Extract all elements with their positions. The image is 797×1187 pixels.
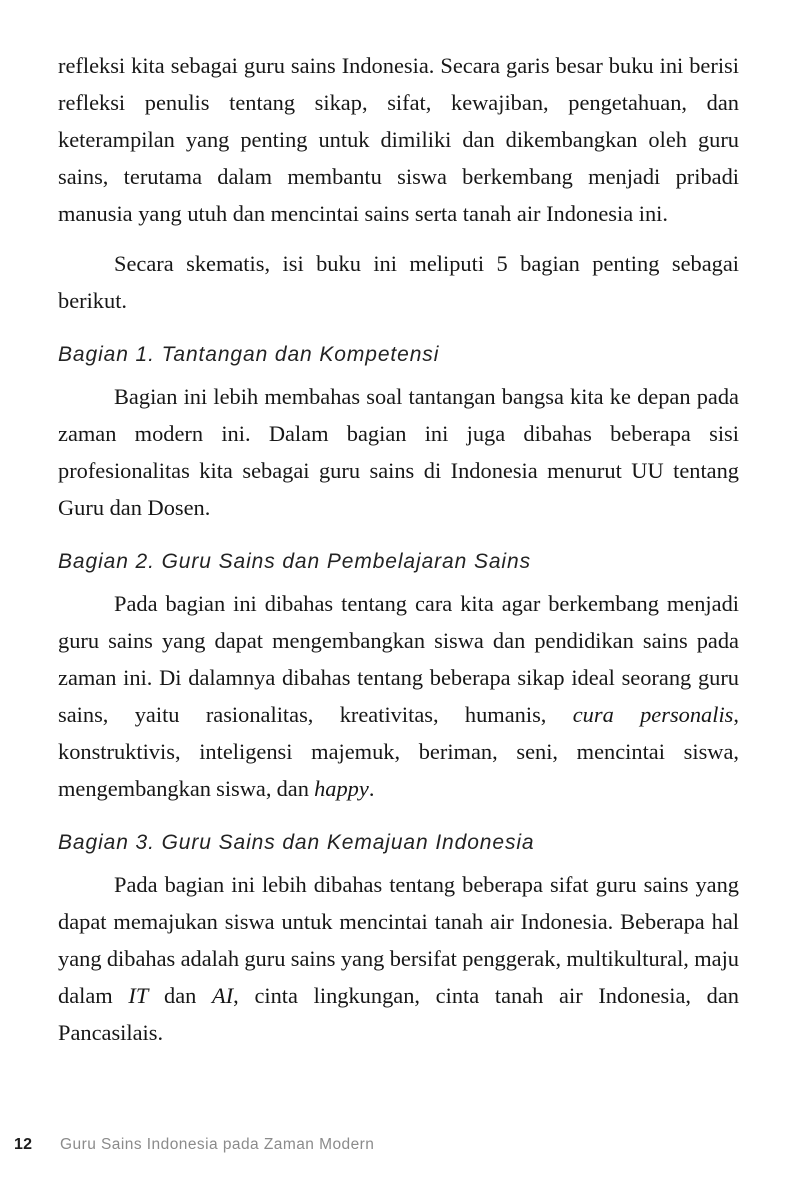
section-heading-bagian-3: Bagian 3. Guru Sains dan Kemajuan Indonesia — [58, 830, 535, 855]
italic-term-happy: happy — [314, 776, 369, 801]
section-paragraph-bagian-1: Bagian ini lebih membahas soal tantangan bangsa kita ke depan pada zaman modern ini. Dalam bagian ini juga dibahas beberapa sisi profesionalitas kita sebagai guru sains di Indonesia menurut UU tentang Guru dan Dosen. — [58, 384, 739, 520]
paragraph-text-run: Pada bagian ini lebih dibahas tentang beberapa sifat guru sains yang dapat memajukan siswa untuk mencintai tanah air Indonesia. Beberapa hal yang dibahas adalah guru sains yang bersifat penggerak, multikultural, maju dalam — [58, 872, 739, 1008]
after-heading-spacer — [58, 577, 739, 585]
heading-spacer — [58, 526, 739, 547]
paragraph-spacer — [58, 232, 739, 245]
text-column — [58, 47, 739, 1051]
running-title: Guru Sains Indonesia pada Zaman Modern — [60, 1136, 375, 1153]
italic-term-it: IT — [128, 983, 149, 1008]
italic-term-cura-personalis: cura personalis — [572, 702, 734, 727]
page-footer — [14, 1136, 374, 1154]
after-heading-spacer — [58, 858, 739, 866]
section-heading-bagian-1: Bagian 1. Tantangan dan Kompetensi — [58, 342, 440, 367]
paragraph-text-run: dan — [148, 983, 213, 1008]
paragraph-text-run: , cinta lingkungan, cinta tanah air Indonesia, dan Pancasilais. — [58, 983, 740, 1045]
paragraph-text-run: Pada bagian ini dibahas tentang cara kita agar berkembang menjadi guru sains yang dapat mengembangkan siswa dan pendidikan sains pada zaman ini. Di dalamnya dibahas tentang beberapa sikap ideal seorang guru sains, yaitu rasionalitas, kreativitas, humanis, — [58, 591, 739, 727]
after-heading-spacer — [58, 370, 739, 378]
section-heading-bagian-2: Bagian 2. Guru Sains dan Pembelajaran Sains — [58, 549, 531, 574]
section-paragraph-bagian-2 — [58, 585, 739, 807]
paragraph-text-run: , konstruktivis, inteligensi majemuk, beriman, seni, mencintai siswa, mengembangkan siswa, dan — [58, 702, 740, 801]
section-paragraph-bagian-3 — [58, 866, 739, 1051]
page-number: 12 — [14, 1136, 33, 1153]
paragraph-text-run: . — [368, 776, 375, 801]
paragraph-intro: Secara skematis, isi buku ini meliputi 5 bagian penting sebagai berikut. — [58, 251, 739, 313]
heading-spacer — [58, 807, 739, 828]
italic-term-ai: AI — [212, 983, 234, 1008]
paragraph-continued: refleksi kita sebagai guru sains Indonesia. Secara garis besar buku ini berisi refleksi penulis tentang sikap, sifat, kewajiban, pengetahuan, dan keterampilan yang penting untuk dimiliki dan dikembangkan oleh guru sains, terutama dalam membantu siswa berkembang menjadi pribadi manusia yang utuh dan mencintai sains serta tanah air Indonesia ini. — [58, 53, 739, 226]
heading-spacer — [58, 319, 739, 340]
